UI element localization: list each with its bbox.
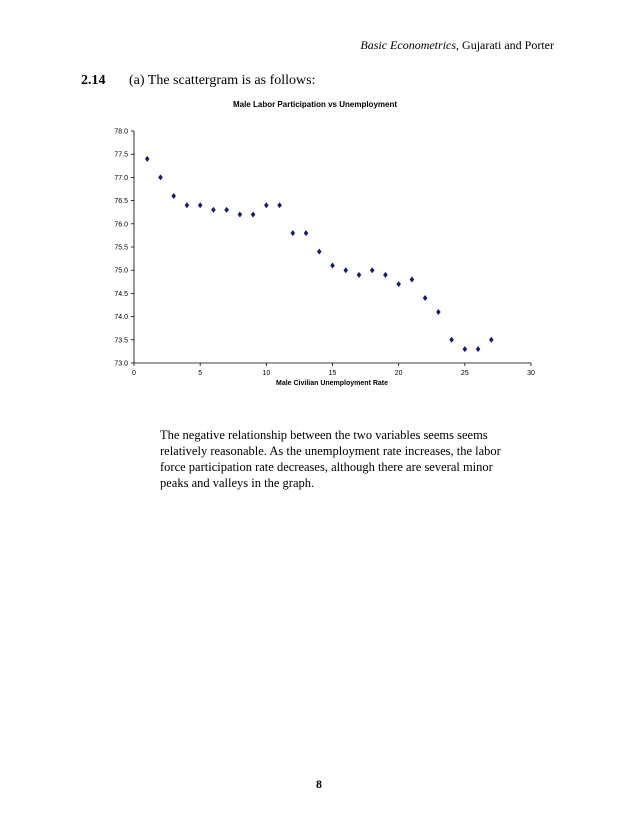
x-tick-label: 5 <box>198 370 203 377</box>
data-point <box>383 272 388 278</box>
x-tick-label: 10 <box>262 370 271 377</box>
book-authors: , Gujarati and Porter <box>456 38 554 52</box>
data-point <box>264 202 269 208</box>
running-header <box>360 38 554 53</box>
data-point <box>423 295 428 301</box>
x-tick-label: 25 <box>460 370 469 377</box>
data-point <box>330 263 335 269</box>
data-point <box>317 249 322 255</box>
data-point <box>277 202 282 208</box>
y-tick-label: 75.0 <box>114 267 128 275</box>
data-point <box>185 202 190 208</box>
data-point <box>357 272 362 278</box>
problem-number: 2.14 <box>81 73 106 88</box>
problem-lead: (a) The scattergram is as follows: <box>129 73 316 88</box>
data-point <box>145 156 150 162</box>
problem-heading <box>81 73 315 89</box>
data-point <box>224 207 229 213</box>
chart-svg <box>90 95 550 395</box>
x-tick-label: 15 <box>328 370 337 377</box>
x-tick-label: 0 <box>132 370 136 377</box>
y-tick-label: 76.0 <box>114 221 128 229</box>
x-tick-label: 20 <box>394 370 403 377</box>
chart-title: Male Labor Participation vs Unemployment <box>232 100 398 109</box>
data-point <box>370 267 375 273</box>
data-point <box>476 346 481 352</box>
y-tick-label: 75.5 <box>114 244 128 252</box>
data-point <box>343 267 348 273</box>
data-point <box>211 207 216 213</box>
data-point <box>463 346 468 352</box>
data-point <box>251 212 256 218</box>
data-point <box>171 193 176 199</box>
data-point <box>436 309 441 315</box>
data-point <box>410 276 415 282</box>
data-point <box>158 174 163 180</box>
data-point <box>396 281 401 287</box>
data-point <box>489 337 494 343</box>
data-point <box>304 230 309 236</box>
y-tick-label: 77.0 <box>114 174 128 182</box>
data-point <box>291 230 296 236</box>
scatter-chart <box>90 95 550 395</box>
y-tick-label: 74.5 <box>114 290 128 298</box>
y-tick-label: 73.0 <box>114 360 128 368</box>
y-tick-label: 78.0 <box>114 128 128 136</box>
page-number: 8 <box>316 777 322 791</box>
y-tick-label: 74.0 <box>114 314 128 322</box>
data-point <box>198 202 203 208</box>
y-tick-label: 76.5 <box>114 198 128 206</box>
body-paragraph: The negative relationship between the two variables seems seems relatively reasonable. As the unemployment rate increases, the labor force participation rate decreases, although there are several minor peaks and valleys in the graph. <box>160 428 501 490</box>
y-tick-label: 73.5 <box>114 337 128 345</box>
x-axis-label: Male Civilian Unemployment Rate <box>275 380 389 387</box>
data-point <box>238 212 243 218</box>
x-tick-label: 30 <box>527 370 535 377</box>
y-tick-label: 77.5 <box>114 151 128 159</box>
book-title: Basic Econometrics <box>360 38 457 52</box>
data-point <box>449 337 454 343</box>
